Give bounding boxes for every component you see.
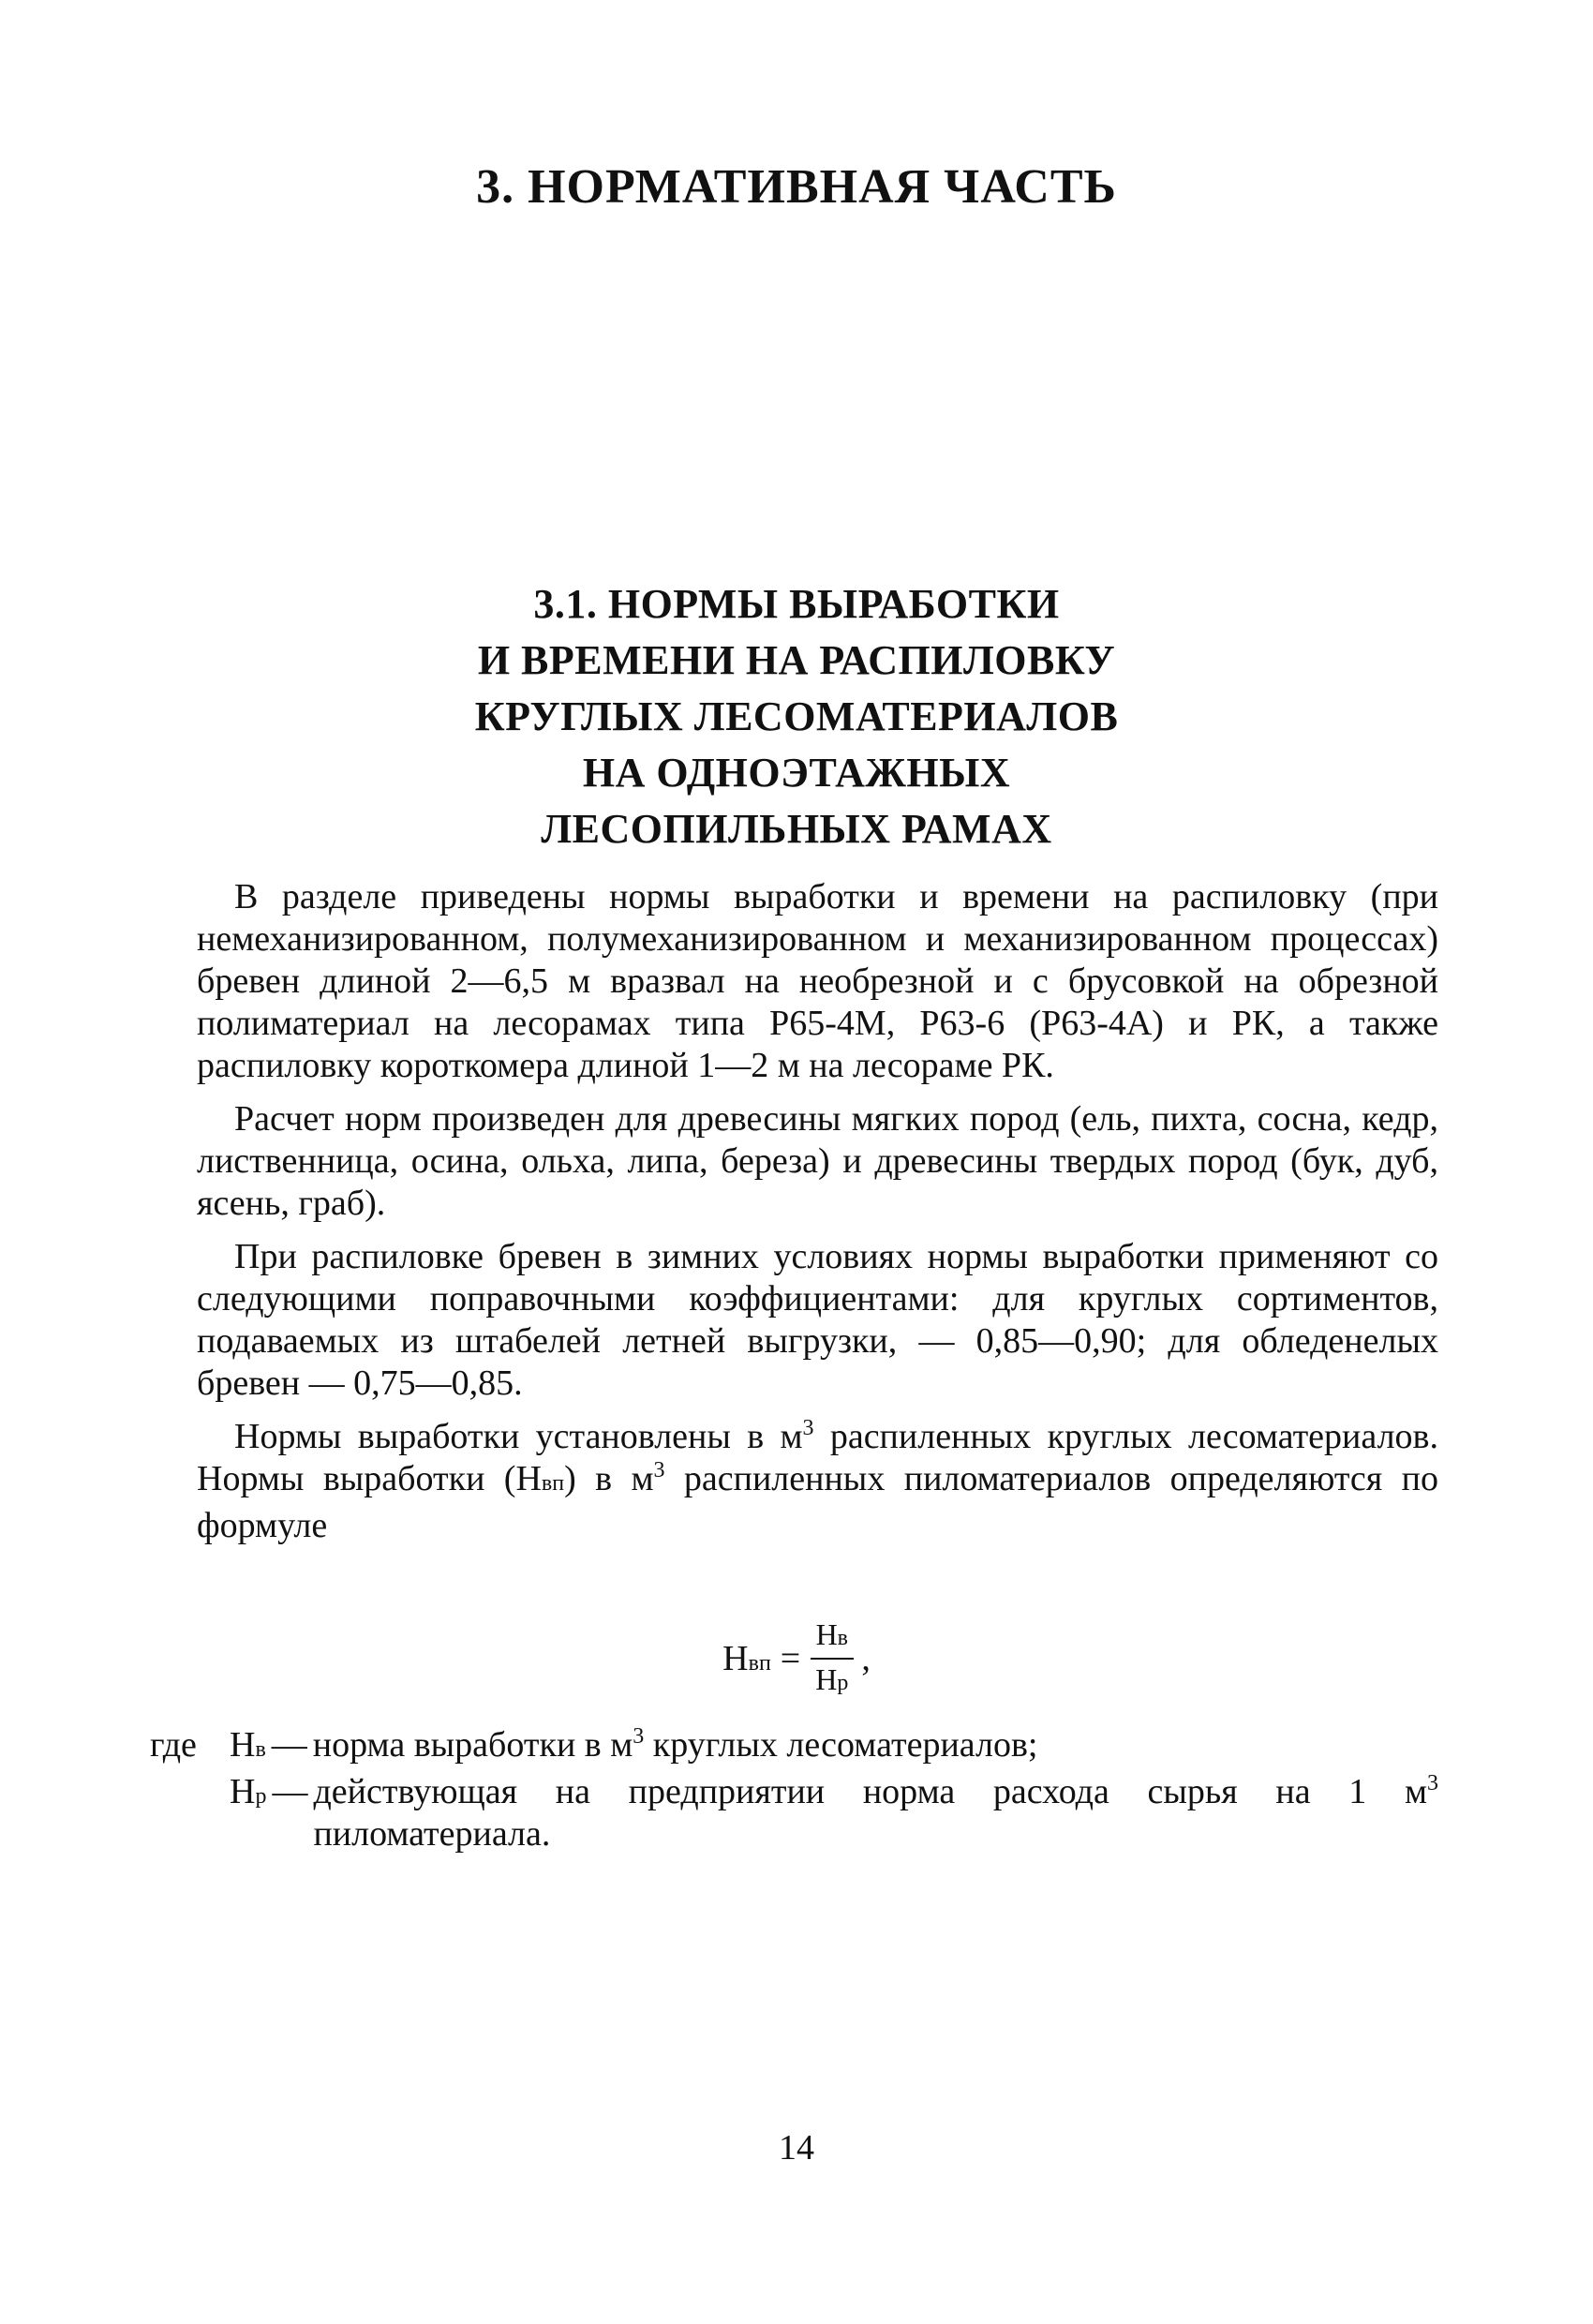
paragraph-text: ) в м: [564, 1459, 654, 1498]
superscript-cubic: 3: [653, 1458, 665, 1482]
legend-symbol-sub: в: [255, 1737, 266, 1762]
formula-numerator-sub: в: [837, 1626, 849, 1650]
formula: [0, 1616, 1593, 1701]
superscript-cubic: 3: [633, 1724, 645, 1749]
paragraph-wood-species: Расчет норм произведен для древесины мягких пород (ель, пихта, сосна, кедр, лиственница, осина, ольха, липа, береза) и древесины твердых пород (бук, дуб, ясень, граб).: [197, 1099, 1438, 1223]
paragraph-winter-coefficients: При распиловке бревен в зимних условиях нормы выработки применяют со следующими поправочными коэффициентами: для круглых сортиментов, подаваемых из штабелей летней выгрузки, — 0,85—0,90; для обледенелых бревен — 0,75—0,85.: [197, 1237, 1438, 1403]
formula-numerator: [811, 1616, 854, 1660]
legend-intro: где: [150, 1725, 197, 1765]
formula-numerator-base: Н: [815, 1617, 838, 1651]
page-number: 14: [779, 2128, 814, 2168]
legend-row: [150, 1724, 1438, 1771]
section-heading-line: ЛЕСОПИЛЬНЫХ РАМАХ: [541, 806, 1052, 852]
superscript-cubic: 3: [802, 1416, 814, 1440]
paragraph-text: распиленных круглых лесоматериалов. Нормы выработки (Н: [197, 1417, 1438, 1498]
legend-description: [313, 1724, 1438, 1766]
subscript-vp: вп: [541, 1471, 565, 1496]
formula-fraction: [810, 1616, 854, 1701]
legend-dash: —: [271, 1725, 307, 1765]
formula-legend: [150, 1724, 1438, 1855]
legend-text: пиломатериала.: [313, 1814, 551, 1854]
section-heading-line: 3.1. НОРМЫ ВЫРАБОТКИ: [533, 581, 1060, 627]
legend-text: действующая на предприятии норма расхода сырья на 1 м: [313, 1772, 1427, 1811]
formula-equals: =: [780, 1639, 801, 1678]
formula-lhs-base: Н: [722, 1639, 749, 1678]
formula-denominator-sub: р: [837, 1671, 849, 1695]
formula-denominator-base: Н: [815, 1662, 838, 1696]
legend-dash: —: [272, 1772, 308, 1811]
paragraph-output-norms: [197, 1416, 1438, 1547]
legend-description: [313, 1771, 1438, 1855]
legend-symbol-sub: р: [255, 1784, 267, 1809]
legend-symbol-base: Н: [230, 1772, 256, 1811]
section-heading-line: И ВРЕМЕНИ НА РАСПИЛОВКУ: [477, 637, 1116, 683]
section-heading: [0, 576, 1593, 857]
paragraph-text: распиленных пиломатериалов определяются по формуле: [197, 1459, 1438, 1545]
legend-text: круглых лесоматериалов;: [644, 1725, 1038, 1765]
legend-row: [150, 1771, 1438, 1855]
legend-symbol: [230, 1724, 313, 1771]
paragraph-scope: В разделе приведены нормы выработки и времени на распиловку (при немеханизированном, полумеханизированном и механизированном процессах) бревен длиной 2—6,5 м вразвал на необрезной и с брусовкой на обрезной полиматериал на лесорамах типа Р65-4М, Р63-6 (Р63-4А) и РК, а также распиловку короткомера длиной 1—2 м на лесораме РК.: [197, 877, 1438, 1085]
paragraph-text: Нормы выработки установлены в м: [234, 1417, 803, 1456]
section-heading-line: НА ОДНОЭТАЖНЫХ: [582, 750, 1011, 796]
formula-lhs: [722, 1638, 771, 1679]
section-heading-line: КРУГЛЫХ ЛЕСОМАТЕРИАЛОВ: [474, 693, 1119, 739]
formula-denominator: [810, 1660, 854, 1701]
page-title: 3. НОРМАТИВНАЯ ЧАСТЬ: [476, 160, 1117, 214]
superscript-cubic: 3: [1427, 1771, 1438, 1795]
formula-comma: ,: [861, 1639, 871, 1678]
body-text: [197, 876, 1438, 1558]
legend-symbol-base: Н: [230, 1725, 256, 1765]
legend-text: норма выработки в м: [312, 1725, 633, 1765]
formula-lhs-sub: вп: [748, 1651, 771, 1676]
legend-symbol: [230, 1771, 313, 1818]
